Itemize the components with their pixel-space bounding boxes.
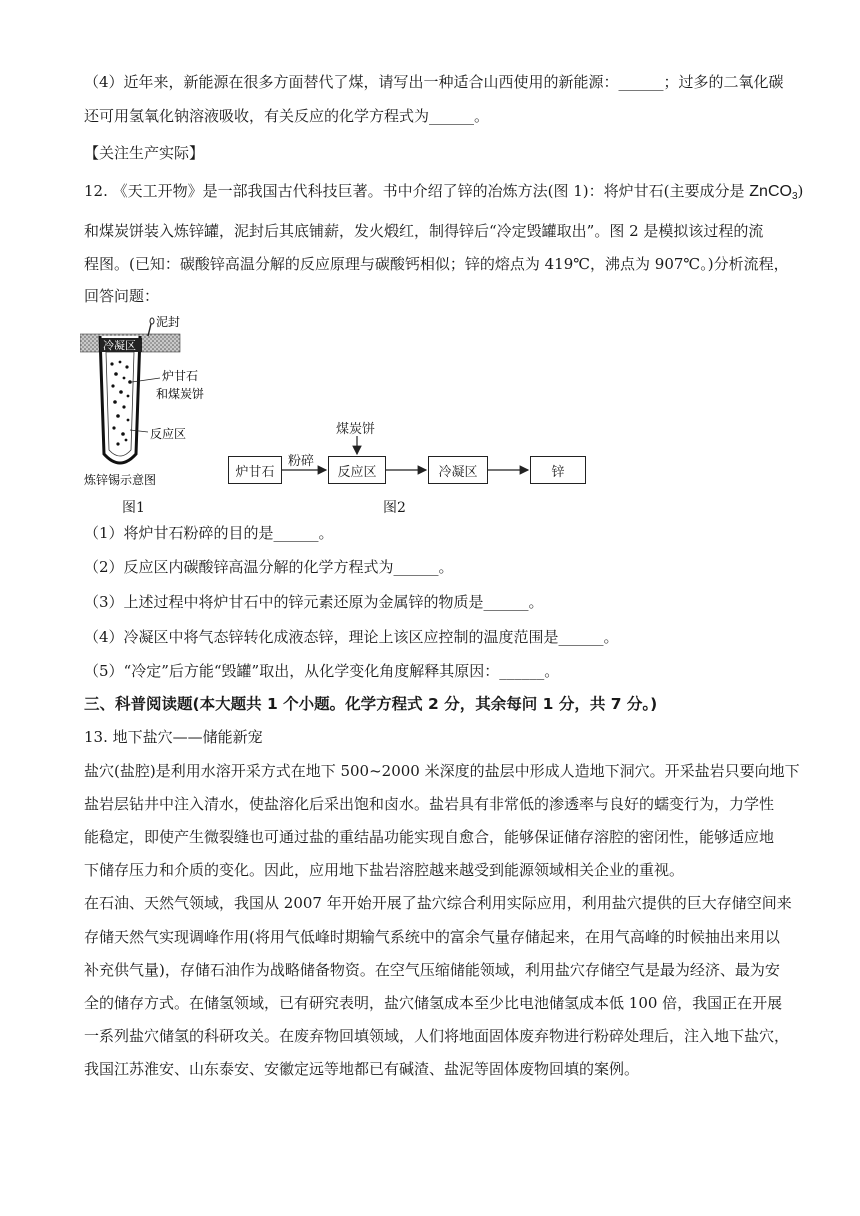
q12-intro-line1 [84, 180, 803, 208]
q12-intro-text-a: 12. 《天工开物》是一部我国古代科技巨著。书中介绍了锌的冶炼方法(图 1)：将炉甘石(主要成分是 [84, 182, 750, 200]
label-condense-zone: 冷凝区 [103, 339, 136, 352]
q13-para1-line4: 下储存压力和介质的变化。因此，应用地下盐岩溶腔越来越受到能源领域相关企业的重视。 [84, 861, 685, 879]
label-reaction-zone: 反应区 [150, 427, 187, 441]
q12-question-1: （1）将炉甘石粉碎的目的是______。 [84, 524, 334, 542]
flow-box-zinc: 锌 [530, 456, 586, 484]
q13-para2-line2: 存储天然气实现调峰作用(将用气低峰时期输气系统中的富余气量存储起来，在用气高峰的时候抽出来用以 [84, 928, 780, 946]
q13-para1-line2: 盐岩层钻井中注入清水，使盐溶化后采出饱和卤水。盐岩具有非常低的渗透率与良好的蠕变行为，力学性 [84, 795, 775, 813]
zinc-carbonate-formula [749, 183, 797, 200]
q13-para2-line5: 一系列盐穴储氢的科研攻关。在废弃物回填领域，人们将地面固体废弃物进行粉碎处理后，注入地下盐穴， [84, 1027, 790, 1045]
q13-para2-line1: 在石油、天然气领域，我国从 2007 年开始开展了盐穴综合利用实际应用，利用盐穴提供的巨大存储空间来 [84, 894, 792, 912]
q12-question-5: （5）“冷定”后方能“毁罐”取出，从化学变化角度解释其原因：______。 [84, 662, 560, 680]
flow-label-coal: 煤炭饼 [336, 422, 376, 437]
flow-label-crush: 粉碎 [288, 454, 315, 469]
q12-intro-text-b: ) [797, 182, 804, 200]
formula-main: ZnCO [749, 183, 792, 200]
label-mud-seal: 泥封 [156, 315, 181, 329]
q13-para2-line6: 我国江苏淮安、山东泰安、安徽定远等地都已有碱渣、盐泥等固体废物回填的案例。 [84, 1060, 640, 1078]
flow-box-condense: 冷凝区 [428, 456, 488, 484]
section3-title: 三、科普阅读题(本大题共 1 个小题。化学方程式 2 分，其余每问 1 分，共 7 分。) [84, 695, 658, 713]
formula-subscript: 3 [791, 191, 798, 202]
q12-question-2: （2）反应区内碳酸锌高温分解的化学方程式为______。 [84, 558, 454, 576]
figure2-title: 图2 [383, 500, 406, 516]
flow-box-reaction: 反应区 [328, 456, 386, 484]
section-focus-heading: 【关注生产实际】 [84, 144, 205, 162]
flow-box-ore: 炉甘石 [228, 456, 282, 484]
q11-part4-line2: 还可用氢氧化钠溶液吸收，有关反应的化学方程式为______。 [84, 107, 490, 125]
q13-para1-line1: 盐穴(盐腔)是利用水溶开采方式在地下 500~2000 米深度的盐层中形成人造地下洞穴。开采盐岩只要向地下 [84, 762, 800, 780]
q12-intro-line2: 和煤炭饼装入炼锌罐，泥封后其底铺薪，发火煅红，制得锌后“冷定毁罐取出”。图 2 是模拟该过程的流 [84, 222, 764, 240]
q13-para1-line3: 能稳定，即使产生微裂缝也可通过盐的重结晶功能实现自愈合，能够保证储存溶腔的密闭性，能够适应地 [84, 828, 775, 846]
figure1-smelting-diagram [80, 312, 230, 512]
figure1-title: 图1 [122, 500, 145, 516]
q12-intro-line3: 程图。(已知：碳酸锌高温分解的反应原理与碳酸钙相似；锌的熔点为 419℃，沸点为 907℃。)分析流程， [84, 255, 789, 273]
q12-intro-line4: 回答问题： [84, 287, 160, 305]
label-fig1-caption: 炼锌锡示意图 [84, 473, 157, 487]
q11-part4-line1: （4）近年来，新能源在很多方面替代了煤，请写出一种适合山西使用的新能源：______；过多的二氧化碳 [84, 73, 784, 91]
label-ore-2: 和煤炭饼 [156, 387, 205, 401]
q13-para2-line4: 全的储存方式。在储氢领域，已有研究表明，盐穴储氢成本至少比电池储氢成本低 100 倍，我国正在开展 [84, 994, 783, 1012]
q12-question-3: （3）上述过程中将炉甘石中的锌元素还原为金属锌的物质是______。 [84, 593, 544, 611]
q12-question-4: （4）冷凝区中将气态锌转化成液态锌，理论上该区应控制的温度范围是______。 [84, 628, 619, 646]
q13-para2-line3: 补充供气量)，存储石油作为战略储备物资。在空气压缩储能领域，利用盐穴存储空气是最为经济、最为安 [84, 961, 780, 979]
label-ore: 炉甘石 [162, 369, 199, 383]
q13-title: 13. 地下盐穴——储能新宠 [84, 728, 263, 746]
